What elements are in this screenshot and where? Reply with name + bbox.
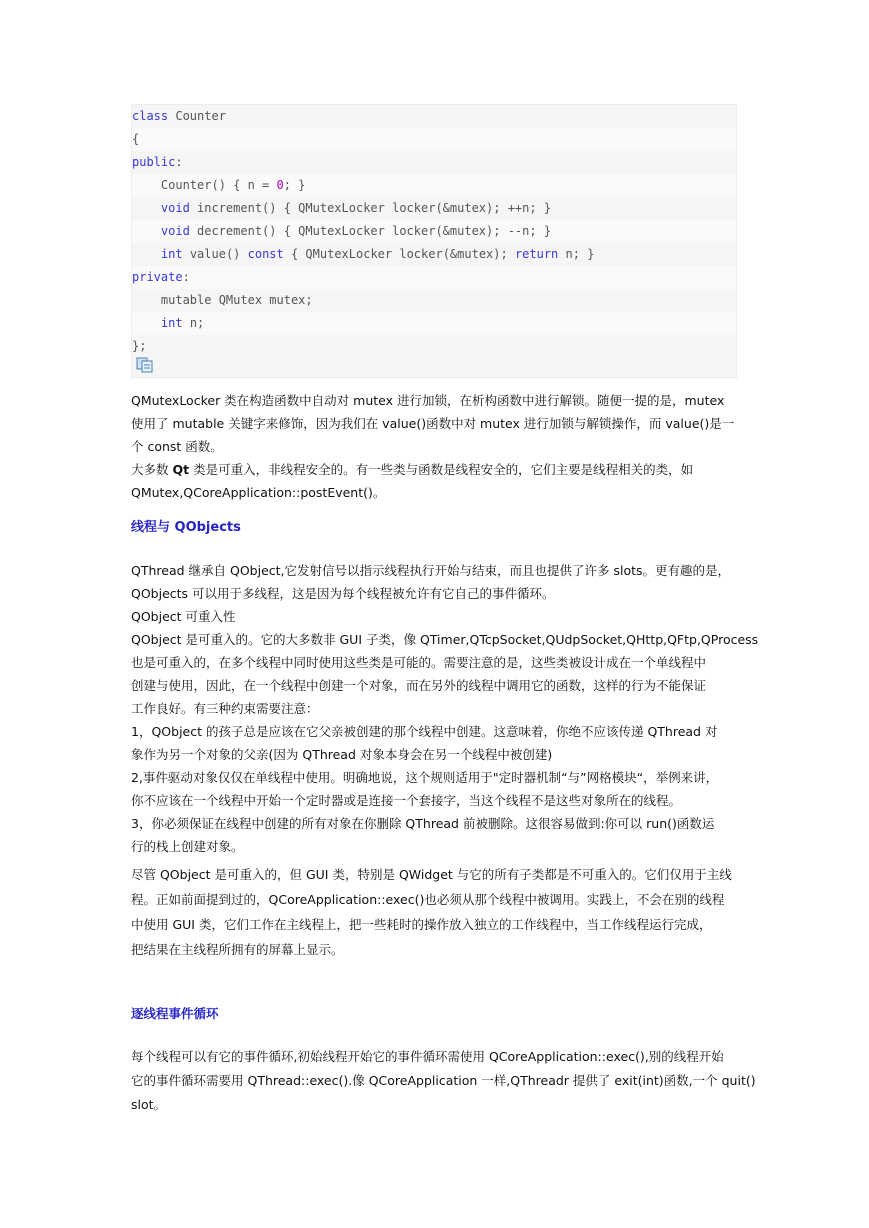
code-line: int value() const { QMutexLocker locker(&mutex); return n; }	[160, 247, 595, 261]
text-line: slot。	[131, 1097, 167, 1112]
text-line: 使用了 mutable 关键字来修饰，因为我们在 value()函数中对 mutex 进行加锁与解锁操作，而 value()是一	[131, 416, 735, 431]
text-line: 3，你必须保证在线程中创建的所有对象在你删除 QThread 前被删除。这很容易做到:你可以 run()函数运	[131, 816, 715, 831]
qt-bold: Qt	[172, 462, 190, 477]
text-line: 尽管 QObject 是可重入的，但 GUI 类，特别是 QWidget 与它的所有子类都是不可重入的。它们仅用于主线	[131, 867, 732, 882]
text-line: QThread 继承自 QObject,它发射信号以指示线程执行开始与结束，而且也提供了许多 slots。更有趣的是，	[131, 563, 731, 578]
paragraph-event-loop	[131, 1045, 756, 1117]
text-line: 2,事件驱动对象仅仅在单线程中使用。明确地说，这个规则适用于"定时器机制“与”网格模块“，举例来讲，	[131, 770, 719, 785]
text-line: 个 const 函数。	[131, 439, 223, 454]
code-line: int n;	[132, 312, 736, 335]
code-line: {	[132, 128, 736, 151]
copy-code-icon[interactable]	[136, 357, 154, 373]
text-line: 1，QObject 的孩子总是应该在它父亲被创建的那个线程中创建。这意味着，你绝不应该传递 QThread 对	[131, 724, 718, 739]
code-block	[131, 104, 737, 378]
text-line: QObject 可重入性	[131, 609, 236, 624]
text-line: QObjects 可以用于多线程，这是因为每个线程被允许有它自己的事件循环。	[131, 586, 555, 601]
text-line: 创建与使用，因此，在一个线程中创建一个对象，而在另外的线程中调用它的函数，这样的行为不能保证	[131, 678, 707, 693]
text-line: 程。正如前面提到过的，QCoreApplication::exec()也必须从那个线程中被调用。实践上，不会在别的线程	[131, 892, 725, 907]
code-line: Counter() { n = 0; }	[132, 174, 736, 197]
paragraph-qthread	[131, 559, 759, 858]
text-line: 象作为另一个对象的父亲(因为 QThread 对象本身会在另一个线程中被创建)	[131, 747, 553, 762]
text-line: 每个线程可以有它的事件循环,初始线程开始它的事件循环需使用 QCoreApplication::exec(),别的线程开始	[131, 1049, 724, 1064]
text-line: QObject 是可重入的。它的大多数非 GUI 子类，像 QTimer,QTcpSocket,QUdpSocket,QHttp,QFtp,QProcess	[131, 632, 759, 647]
code-line: private:	[132, 266, 736, 289]
code-line: public:	[132, 155, 183, 169]
heading-threads-qobjects: 线程与 QObjects	[131, 520, 241, 535]
text-line: 工作良好。有三种约束需要注意：	[131, 701, 319, 716]
text-line: 你不应该在一个线程中开始一个定时器或是连接一个套接字，当这个线程不是这些对象所在的线程。	[131, 793, 682, 808]
paragraph-gui-classes	[131, 862, 741, 962]
code-line: mutable QMutex mutex;	[132, 293, 313, 307]
text-line: QMutexLocker 类在构造函数中自动对 mutex 进行加锁，在析构函数中进行解锁。随便一提的是，mutex	[131, 393, 725, 408]
code-line: class Counter	[132, 109, 226, 123]
text-line: 把结果在主线程所拥有的屏幕上显示。	[131, 942, 344, 957]
heading-per-thread-event-loop: 逐线程事件循环	[131, 1006, 219, 1021]
text-line: 中使用 GUI 类，它们工作在主线程上，把一些耗时的操作放入独立的工作线程中，当工作线程运行完成，	[131, 917, 712, 932]
text-line: 行的栈上创建对象。	[131, 839, 244, 854]
text-line: 它的事件循环需要用 QThread::exec().像 QCoreApplication 一样,QThreadr 提供了 exit(int)函数,一个 quit()	[131, 1073, 756, 1088]
text-line: QMutex,QCoreApplication::postEvent()。	[131, 485, 386, 500]
code-line: };	[132, 339, 147, 353]
paragraph-mutexlocker	[131, 389, 741, 504]
code-line: void increment() { QMutexLocker locker(&mutex); ++n; }	[160, 201, 552, 215]
code-line: void decrement() { QMutexLocker locker(&mutex); --n; }	[132, 220, 736, 243]
text-line: 也是可重入的，在多个线程中同时使用这些类是可能的。需要注意的是，这些类被设计成在一个单线程中	[131, 655, 707, 670]
text-line: 大多数 Qt 类是可重入，非线程安全的。有一些类与函数是线程安全的，它们主要是线程相关的类，如	[131, 462, 694, 477]
